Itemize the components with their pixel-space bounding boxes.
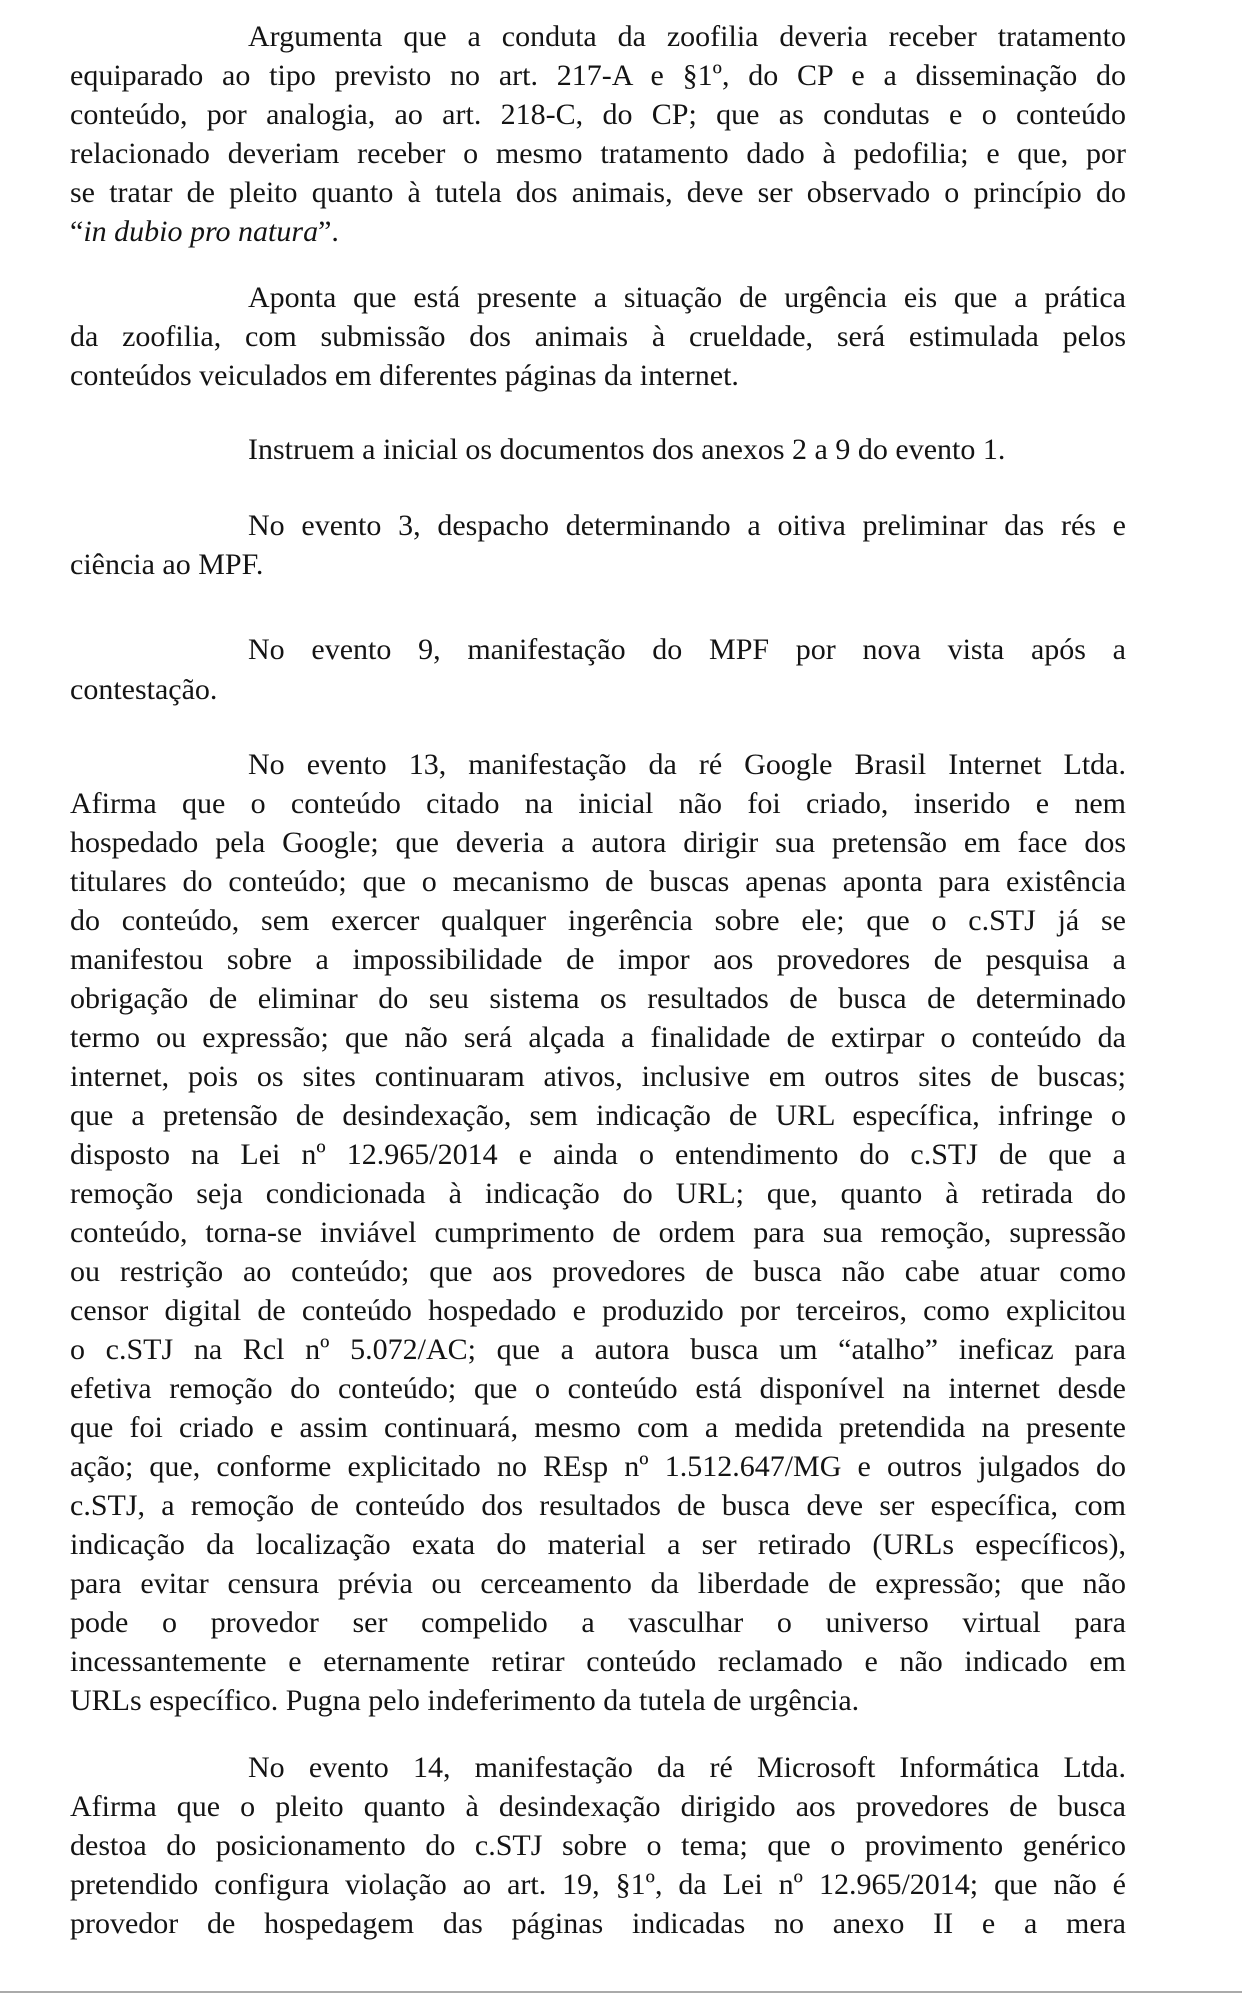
text-line: conteúdo, torna-se inviável cumprimento de ordem para sua remoção, supressão [70, 1216, 1126, 1249]
text-line: hospedado pela Google; que deveria a autora dirigir sua pretensão em face dos [70, 826, 1126, 859]
paragraph-argumenta [70, 17, 1126, 251]
text-line: provedor de hospedagem das páginas indicadas no anexo II e a mera [70, 1907, 1126, 1940]
text-line: Afirma que o pleito quanto à desindexação dirigido aos provedores de busca [70, 1790, 1126, 1823]
text-line: o c.STJ na Rcl nº 5.072/AC; que a autora busca um “atalho” ineficaz para [70, 1333, 1126, 1366]
text-line: No evento 9, manifestação do MPF por nova vista após a [248, 633, 1126, 666]
close-quote: ”. [318, 215, 339, 248]
text-line: remoção seja condicionada à indicação do URL; que, quanto à retirada do [70, 1177, 1126, 1210]
text-line: Argumenta que a conduta da zoofilia deveria receber tratamento [248, 20, 1126, 53]
text-line: efetiva remoção do conteúdo; que o conteúdo está disponível na internet desde [70, 1372, 1126, 1405]
text-line: contestação. [70, 673, 218, 706]
text-line: para evitar censura prévia ou cerceamento da liberdade de expressão; que não [70, 1567, 1126, 1600]
paragraph-aponta [70, 278, 1126, 395]
text-line: titulares do conteúdo; que o mecanismo de buscas apenas aponta para existência [70, 865, 1126, 898]
text-line: pretendido configura violação ao art. 19, §1º, da Lei nº 12.965/2014; que não é [70, 1868, 1126, 1901]
text-line: No evento 13, manifestação da ré Google Brasil Internet Ltda. [248, 748, 1126, 781]
text-line: que a pretensão de desindexação, sem indicação de URL específica, infringe o [70, 1099, 1126, 1132]
text-line: No evento 14, manifestação da ré Microsoft Informática Ltda. [248, 1751, 1126, 1784]
paragraph-evento-3 [70, 506, 1126, 584]
text-line: ou restrição ao conteúdo; que aos provedores de busca não cabe atuar como [70, 1255, 1126, 1288]
paragraph-evento-13-google [70, 745, 1126, 1720]
text-line: que foi criado e assim continuará, mesmo com a medida pretendida na presente [70, 1411, 1126, 1444]
text-line: destoa do posicionamento do c.STJ sobre o tema; que o provimento genérico [70, 1829, 1126, 1862]
text-line: conteúdos veiculados em diferentes páginas da internet. [70, 359, 739, 392]
text-line: equiparado ao tipo previsto no art. 217-A e §1º, do CP e a disseminação do [70, 59, 1126, 92]
text-line: ciência ao MPF. [70, 548, 264, 581]
text-line: indicação da localização exata do material a ser retirado (URLs específicos), [70, 1528, 1126, 1561]
text-line: manifestou sobre a impossibilidade de impor aos provedores de pesquisa a [70, 943, 1126, 976]
text-line: c.STJ, a remoção de conteúdo dos resultados de busca deve ser específica, com [70, 1489, 1126, 1522]
text-line: censor digital de conteúdo hospedado e produzido por terceiros, como explicitou [70, 1294, 1126, 1327]
latin-phrase: in dubio pro natura [83, 215, 319, 248]
text-line: ação; que, conforme explicitado no REsp nº 1.512.647/MG e outros julgados do [70, 1450, 1126, 1483]
text-line: obrigação de eliminar do seu sistema os resultados de busca de determinado [70, 982, 1126, 1015]
text-line [70, 212, 1126, 251]
text-line: da zoofilia, com submissão dos animais à crueldade, será estimulada pelos [70, 320, 1126, 353]
text-line: conteúdo, por analogia, ao art. 218-C, do CP; que as condutas e o conteúdo [70, 98, 1126, 131]
text-line: relacionado deveriam receber o mesmo tratamento dado à pedofilia; e que, por [70, 137, 1126, 170]
open-quote: “ [70, 215, 84, 248]
text-line: No evento 3, despacho determinando a oitiva preliminar das rés e [248, 509, 1126, 542]
page-bottom-divider [0, 1991, 1242, 1993]
text-line: Instruem a inicial os documentos dos anexos 2 a 9 do evento 1. [248, 433, 1006, 466]
paragraph-evento-14-microsoft [70, 1748, 1126, 1943]
text-line: internet, pois os sites continuaram ativos, inclusive em outros sites de buscas; [70, 1060, 1126, 1093]
text-line: pode o provedor ser compelido a vasculhar o universo virtual para [70, 1606, 1126, 1639]
paragraph-evento-9 [70, 630, 1126, 709]
text-line: Aponta que está presente a situação de urgência eis que a prática [248, 281, 1126, 314]
text-line: URLs específico. Pugna pelo indeferimento da tutela de urgência. [70, 1684, 860, 1717]
text-line: termo ou expressão; que não será alçada a finalidade de extirpar o conteúdo da [70, 1021, 1126, 1054]
text-line: se tratar de pleito quanto à tutela dos animais, deve ser observado o princípio do [70, 176, 1126, 209]
text-line: Afirma que o conteúdo citado na inicial não foi criado, inserido e nem [70, 787, 1126, 820]
text-line: do conteúdo, sem exercer qualquer ingerência sobre ele; que o c.STJ já se [70, 904, 1126, 937]
text-line: disposto na Lei nº 12.965/2014 e ainda o entendimento do c.STJ de que a [70, 1138, 1126, 1171]
paragraph-instruem [70, 430, 1126, 469]
text-line: incessantemente e eternamente retirar conteúdo reclamado e não indicado em [70, 1645, 1126, 1678]
